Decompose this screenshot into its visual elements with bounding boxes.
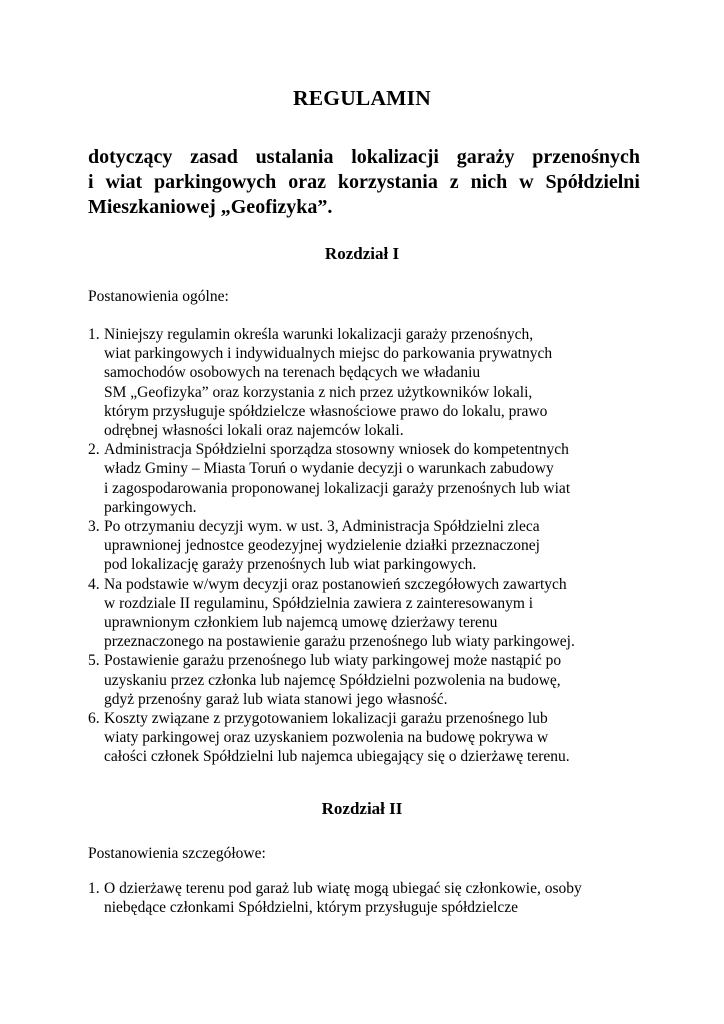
item-number: 1. bbox=[88, 880, 100, 897]
item-line: którym przysługuje spółdzielcze własnościowe prawo do lokalu, prawo bbox=[104, 402, 548, 420]
item-line: niebędące członkami Spółdzielni, którym przysługuje spółdzielcze bbox=[104, 899, 519, 917]
item-line: Administracja Spółdzielni sporządza stosowny wniosek do kompetentnych bbox=[104, 441, 569, 459]
item-line: władz Gminy – Miasta Toruń o wydanie decyzji o warunkach zabudowy bbox=[104, 460, 554, 478]
item-line: O dzierżawę terenu pod garaż lub wiatę mogą ubiegać się członkowie, osoby bbox=[104, 880, 582, 897]
item-line: Na podstawie w/wym decyzji oraz postanowień szczegółowych zawartych bbox=[104, 575, 567, 593]
subtitle-line: i wiat parkingowych oraz korzystania z nich w Spółdzielni bbox=[88, 171, 640, 193]
list-item bbox=[88, 575, 648, 652]
item-line: wiaty parkingowej oraz uzyskaniem pozwolenia na budowę pokrywa w bbox=[104, 729, 549, 747]
document-subtitle bbox=[88, 145, 640, 220]
item-line: w rozdziale II regulaminu, Spółdzielnia zawiera z zainteresowanym i bbox=[104, 594, 534, 612]
item-number: 3. bbox=[88, 518, 100, 536]
item-line: pod lokalizację garaży przenośnych lub wiat parkingowych. bbox=[104, 556, 477, 574]
list-item bbox=[88, 440, 648, 517]
item-line: uzyskaniu przez członka lub najemcę Spółdzielni pozwolenia na budowę, bbox=[104, 671, 561, 689]
item-line: odrębnej własności lokali oraz najemców lokali. bbox=[104, 422, 404, 440]
item-number: 6. bbox=[88, 710, 100, 728]
subtitle-line: Mieszkaniowej „Geofizyka”. bbox=[88, 196, 333, 218]
item-line: parkingowych. bbox=[104, 498, 197, 516]
item-line: uprawnionym członkiem lub najemcą umowę dzierżawy terenu bbox=[104, 614, 498, 632]
list-item bbox=[88, 325, 648, 440]
list-item bbox=[88, 879, 648, 917]
list-item bbox=[88, 517, 648, 575]
item-number: 1. bbox=[88, 326, 100, 343]
item-line: przeznaczonego na postawienie garażu przenośnego lub wiaty parkingowej. bbox=[104, 633, 575, 651]
list-item bbox=[88, 651, 648, 709]
item-line: SM „Geofizyka” oraz korzystania z nich przez użytkowników lokali, bbox=[104, 383, 533, 401]
item-line: całości członek Spółdzielni lub najemca ubiegający się o dzierżawę terenu. bbox=[104, 748, 570, 766]
item-line: Niniejszy regulamin określa warunki lokalizacji garaży przenośnych, bbox=[104, 326, 534, 343]
chapter-2-heading: Rozdział II bbox=[321, 799, 403, 818]
item-line: i zagospodarowania proponowanej lokalizacji garaży przenośnych lub wiat bbox=[104, 479, 571, 497]
item-number: 2. bbox=[88, 441, 100, 459]
item-line: gdyż przenośny garaż lub wiata stanowi jego własność. bbox=[104, 690, 448, 708]
subtitle-line: dotyczący zasad ustalania lokalizacji garaży przenośnych bbox=[88, 146, 640, 168]
document-title: REGULAMIN bbox=[293, 86, 431, 110]
chapter-2-list bbox=[88, 879, 648, 917]
item-line: Po otrzymaniu decyzji wym. w ust. 3, Administracja Spółdzielni zleca bbox=[104, 518, 540, 536]
item-number: 4. bbox=[88, 575, 100, 593]
item-number: 5. bbox=[88, 652, 100, 670]
list-item bbox=[88, 709, 648, 767]
chapter-1-list bbox=[88, 325, 648, 767]
chapter-1-heading: Rozdział I bbox=[324, 244, 400, 263]
item-line: Koszty związane z przygotowaniem lokalizacji garażu przenośnego lub bbox=[104, 710, 548, 728]
chapter-2-label: Postanowienia szczegółowe: bbox=[88, 845, 266, 862]
item-line: wiat parkingowych i indywidualnych miejsc do parkowania prywatnych bbox=[104, 345, 553, 363]
item-line: uprawnionej jednostce geodezyjnej wydzielenie działki przeznaczonej bbox=[104, 537, 540, 555]
item-line: Postawienie garażu przenośnego lub wiaty parkingowej może nastąpić po bbox=[104, 652, 562, 670]
item-line: samochodów osobowych na terenach będących we władaniu bbox=[104, 364, 481, 382]
chapter-1-label: Postanowienia ogólne: bbox=[88, 288, 229, 305]
